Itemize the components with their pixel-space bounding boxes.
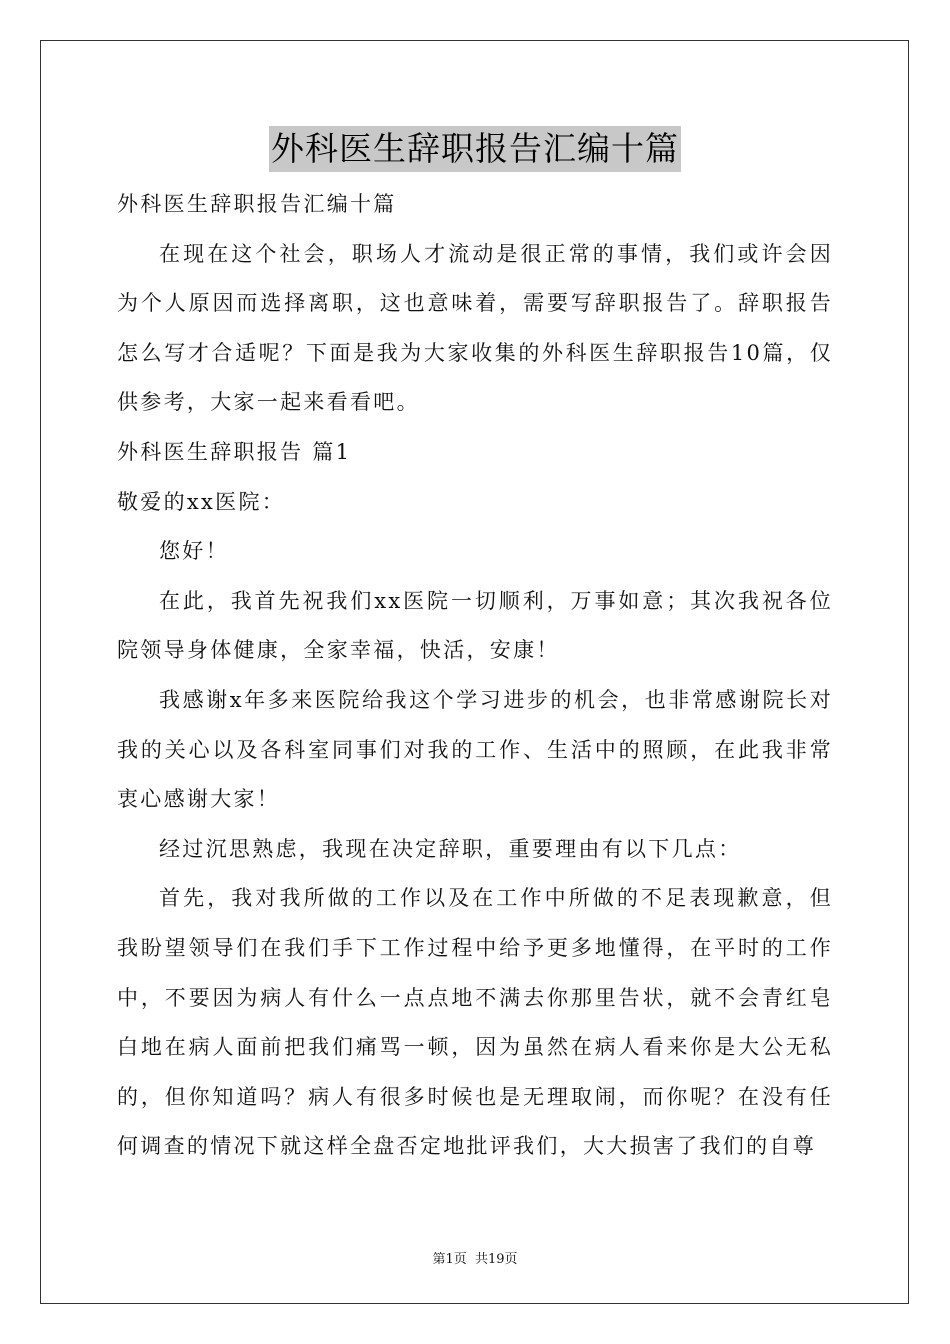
- paragraph: 外科医生辞职报告 篇1: [117, 439, 352, 464]
- paragraph: 首先，我对我所做的工作以及在工作中所做的不足表现歉意，但我盼望领导们在我们手下工作过程中给予更多地懂得，在平时的工作中，不要因为病人有什么一点点地不满去你那里告状，就不会青红皂白地在病人面前把我们痛骂一顿，因为虽然在病人看来你是大公无私的，但你知道吗？病人有很多时候也是无理取闹，而你呢？在没有任何调查的情况下就这样全盘否定地批评我们，大大损害了我们的自尊: [117, 886, 833, 1159]
- page-number: 第1页: [432, 1252, 467, 1267]
- document-title: 外科医生辞职报告汇编十篇: [269, 126, 681, 172]
- title-container: [0, 126, 950, 172]
- paragraph: 外科医生辞职报告汇编十篇: [117, 192, 397, 216]
- paragraph: 敬爱的xx医院：: [117, 489, 286, 514]
- paragraph: 您好！: [159, 539, 229, 564]
- paragraph: 在现在这个社会，职场人才流动是很正常的事情，我们或许会因为个人原因而选择离职，这也意味着，需要写辞职报告了。辞职报告怎么写才合适呢？下面是我为大家收集的外科医生辞职报告10篇，仅供参考，大家一起来看看吧。: [117, 241, 833, 415]
- paragraph: 我感谢x年多来医院给我这个学习进步的机会，也非常感谢院长对我的关心以及各科室同事们对我的工作、生活中的照顾，在此我非常衷心感谢大家！: [117, 687, 833, 812]
- paragraph: 经过沉思熟虑，我现在决定辞职，重要理由有以下几点：: [159, 836, 742, 861]
- paragraph: 在此，我首先祝我们xx医院一切顺利，万事如意；其次我祝各位院领导身体健康，全家幸福，快活，安康！: [117, 588, 833, 663]
- page-footer: [0, 1248, 950, 1267]
- page-total: 共19页: [474, 1252, 518, 1267]
- document-body: [117, 180, 833, 1172]
